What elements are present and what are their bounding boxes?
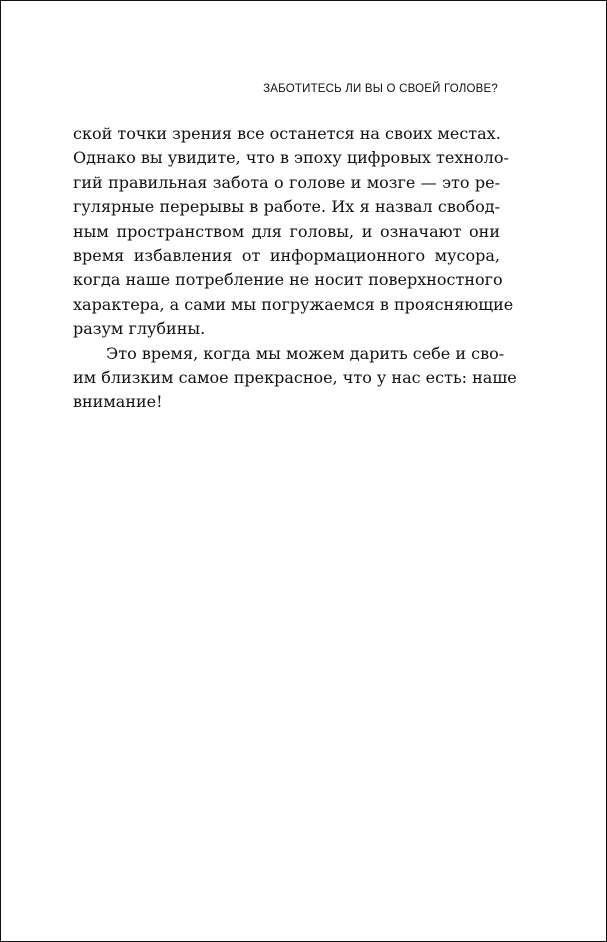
text-line: Это время, когда мы можем дарить себе и сво- — [106, 343, 505, 363]
text-line: ской точки зрения все останется на своих местах. — [73, 124, 501, 143]
paragraph-2 — [73, 342, 517, 415]
body-text — [73, 122, 517, 415]
running-header: ЗАБОТИТЕСЬ ЛИ ВЫ О СВОЕЙ ГОЛОВЕ? — [263, 83, 498, 95]
text-line: разум глубины. — [73, 319, 206, 339]
text-line: ным пространством для головы, и означают они — [73, 221, 500, 241]
text-line: характера, а сами мы погружаемся в проясняющие — [73, 294, 514, 314]
paragraph-1 — [73, 122, 514, 342]
text-line: гий правильная забота о голове и мозге — это ре- — [73, 172, 500, 192]
text-line: время избавления от информационного мусора, — [73, 245, 500, 265]
text-line: внимание! — [73, 392, 163, 412]
text-line: когда наше потребление не носит поверхностного — [73, 270, 503, 290]
text-line: гулярные перерывы в работе. Их я назвал свобод- — [73, 197, 500, 217]
text-line: Однако вы увидите, что в эпоху цифровых техноло- — [73, 148, 509, 168]
text-line: им близким самое прекрасное, что у нас есть: наше — [73, 367, 517, 387]
